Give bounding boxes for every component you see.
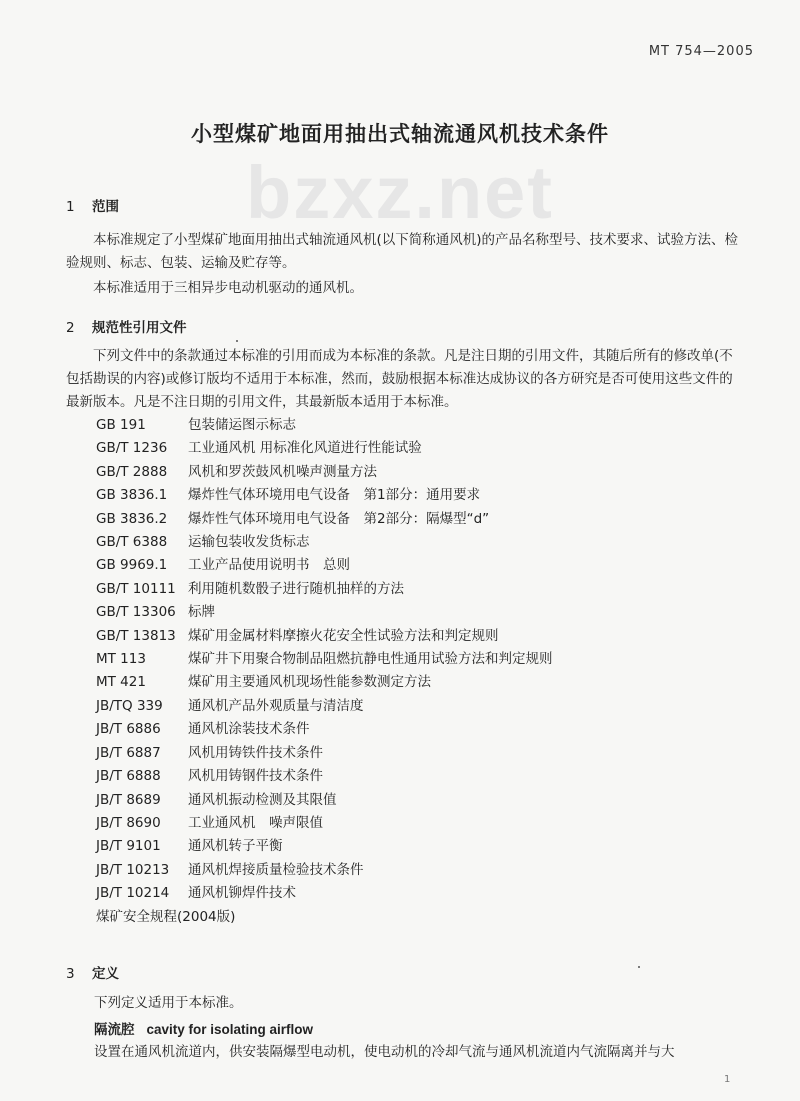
page-number: 1 <box>724 1074 731 1085</box>
reference-code: GB 9969.1 <box>96 557 168 574</box>
section-2-intro <box>66 345 742 414</box>
reference-item <box>96 648 553 671</box>
reference-item <box>96 882 553 905</box>
paragraph: 本标准适用于三相异步电动机驱动的通风机。 <box>93 280 363 296</box>
reference-code: GB 191 <box>96 417 146 433</box>
reference-item <box>96 554 553 577</box>
term-entry <box>94 1018 313 1038</box>
reference-code: MT 113 <box>96 651 146 668</box>
reference-code: JB/T 6887 <box>96 744 161 761</box>
reference-title: 通风机铆焊件技术 <box>188 885 296 902</box>
reference-title: 煤矿用主要通风机现场性能参数测定方法 <box>188 674 431 691</box>
reference-item <box>96 789 553 812</box>
reference-title: 工业产品使用说明书 总则 <box>188 557 350 574</box>
reference-code: GB 3836.2 <box>96 510 168 527</box>
reference-title: 通风机产品外观质量与清洁度 <box>188 697 364 714</box>
reference-list <box>96 414 553 929</box>
reference-title: 通风机转子平衡 <box>188 838 283 855</box>
reference-item <box>96 812 553 835</box>
reference-item <box>96 671 553 694</box>
reference-code: JB/TQ 339 <box>96 697 163 714</box>
section-3-intro: 下列定义适用于本标准。 <box>94 995 243 1011</box>
reference-item <box>96 859 553 882</box>
reference-title: 煤矿安全规程(2004版) <box>96 908 236 925</box>
section-3-heading <box>66 962 119 982</box>
reference-title: 工业通风机 用标准化风道进行性能试验 <box>188 440 422 457</box>
scan-speck <box>638 966 640 968</box>
reference-title: 标牌 <box>188 604 215 621</box>
reference-item <box>96 835 553 858</box>
term-chinese: 隔流腔 <box>94 1022 135 1038</box>
reference-item <box>96 484 553 507</box>
reference-code: GB 3836.1 <box>96 487 168 504</box>
section-title: 定义 <box>92 966 119 982</box>
reference-code: JB/T 6888 <box>96 768 161 785</box>
reference-item <box>96 461 553 484</box>
reference-item <box>96 601 553 624</box>
reference-title: 通风机涂装技术条件 <box>188 721 310 738</box>
reference-title: 爆炸性气体环境用电气设备 第1部分：通用要求 <box>188 487 481 504</box>
reference-title: 通风机焊接质量检验技术条件 <box>188 861 364 878</box>
reference-item <box>96 508 553 531</box>
reference-code: MT 421 <box>96 674 146 691</box>
reference-item <box>96 695 553 718</box>
section-1-heading <box>66 195 119 215</box>
reference-code: GB/T 10111 <box>96 580 176 597</box>
reference-title: 通风机振动检测及其限值 <box>188 791 337 808</box>
reference-item <box>96 742 553 765</box>
reference-code: JB/T 8689 <box>96 791 161 808</box>
document-title: 小型煤矿地面用抽出式轴流通风机技术条件 <box>191 122 609 146</box>
section-title: 规范性引用文件 <box>92 320 187 336</box>
reference-code: GB/T 1236 <box>96 440 168 457</box>
reference-item <box>96 906 553 929</box>
reference-title: 风机用铸钢件技术条件 <box>188 768 323 785</box>
term-english: cavity for isolating airflow <box>146 1022 314 1037</box>
reference-code: GB/T 13306 <box>96 604 176 621</box>
reference-code: JB/T 6886 <box>96 721 161 738</box>
section-1-body <box>66 229 742 300</box>
section-2-heading <box>66 316 187 336</box>
reference-title: 风机和罗茨鼓风机噪声测量方法 <box>188 463 377 480</box>
reference-item <box>96 718 553 741</box>
reference-title: 煤矿用金属材料摩擦火花安全性试验方法和判定规则 <box>188 627 499 644</box>
reference-title: 工业通风机 噪声限值 <box>188 814 323 831</box>
reference-item <box>96 437 553 460</box>
reference-item <box>96 578 553 601</box>
reference-code: JB/T 10213 <box>96 861 170 878</box>
reference-code: JB/T 8690 <box>96 814 161 831</box>
section-number: 2 <box>66 320 75 336</box>
reference-code: GB/T 13813 <box>96 627 176 644</box>
section-number: 3 <box>66 966 75 982</box>
reference-title: 包装储运图示标志 <box>188 417 296 433</box>
scan-speck <box>236 340 238 342</box>
reference-title: 煤矿井下用聚合物制品阻燃抗静电性通用试验方法和判定规则 <box>188 651 553 668</box>
standard-code: MT 754—2005 <box>648 44 754 59</box>
watermark: bzxz.net <box>246 151 554 234</box>
paragraph: 本标准规定了小型煤矿地面用抽出式轴流通风机(以下简称通风机)的产品名称型号、技术要求、试验方法、检验规则、标志、包装、运输及贮存等。 <box>66 232 739 271</box>
reference-item <box>96 531 553 554</box>
section-number: 1 <box>66 199 75 215</box>
reference-item <box>96 414 553 437</box>
reference-code: JB/T 10214 <box>96 885 170 902</box>
reference-code: GB/T 2888 <box>96 463 168 480</box>
reference-code: GB/T 6388 <box>96 534 168 551</box>
paragraph: 下列文件中的条款通过本标准的引用而成为本标准的条款。凡是注日期的引用文件，其随后所有的修改单(不包括勘误的内容)或修订版均不适用于本标准，然而，鼓励根据本标准达成协议的各方研究是否可使用这些文件的最新版本。凡是不注日期的引用文件，其最新版本适用于本标准。 <box>66 348 733 410</box>
reference-title: 风机用铸铁件技术条件 <box>188 744 323 761</box>
reference-item <box>96 765 553 788</box>
reference-item <box>96 625 553 648</box>
reference-title: 爆炸性气体环境用电气设备 第2部分：隔爆型“d” <box>188 510 490 527</box>
reference-title: 运输包装收发货标志 <box>188 534 310 551</box>
section-title: 范围 <box>92 199 119 215</box>
reference-code: JB/T 9101 <box>96 838 161 855</box>
reference-title: 利用随机数骰子进行随机抽样的方法 <box>188 580 404 597</box>
term-definition: 设置在通风机流道内，供安装隔爆型电动机，使电动机的冷却气流与通风机流道内气流隔离并与大 <box>94 1044 675 1060</box>
